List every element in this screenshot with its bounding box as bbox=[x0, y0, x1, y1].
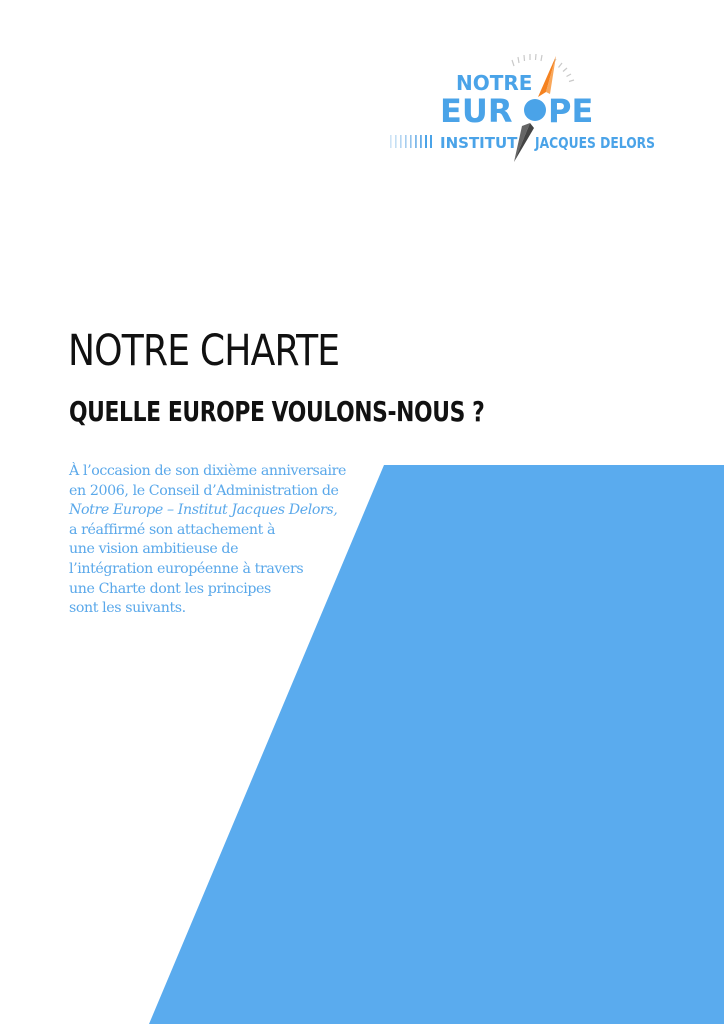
intro-line: une vision ambitieuse de bbox=[69, 541, 239, 558]
intro-line: À l’occasion de son dixième anniversaire bbox=[69, 463, 346, 479]
compass-logo-graphic bbox=[388, 50, 660, 170]
logo-word-eur: EUR bbox=[440, 92, 513, 130]
intro-line: a réaffirmé son attachement à bbox=[69, 521, 276, 538]
intro-line-italic bbox=[69, 501, 359, 521]
logo-o-circle-icon bbox=[524, 99, 546, 121]
page-title: NOTRE CHARTE bbox=[68, 326, 340, 376]
logo-word-pe: PE bbox=[548, 92, 594, 130]
page-subtitle: QUELLE EUROPE VOULONS-NOUS ? bbox=[69, 395, 485, 428]
intro-paragraph bbox=[69, 462, 359, 619]
notre-europe-logo bbox=[388, 50, 660, 170]
intro-line: l’intégration européenne à travers bbox=[69, 560, 304, 577]
intro-italic-text: Notre Europe – Institut Jacques Delors, bbox=[69, 502, 338, 519]
logo-word-institut: INSTITUT bbox=[440, 134, 518, 152]
logo-word-jacques-delors: JACQUES DELORS bbox=[534, 134, 655, 152]
logo-word-notre: NOTRE bbox=[456, 71, 533, 95]
stripes-decoration-icon bbox=[390, 135, 432, 148]
intro-line: sont les suivants. bbox=[69, 600, 186, 617]
intro-line: une Charte dont les principes bbox=[69, 580, 271, 597]
compass-needle-orange-highlight bbox=[546, 56, 556, 94]
intro-line: en 2006, le Conseil d’Administration de bbox=[69, 482, 339, 499]
